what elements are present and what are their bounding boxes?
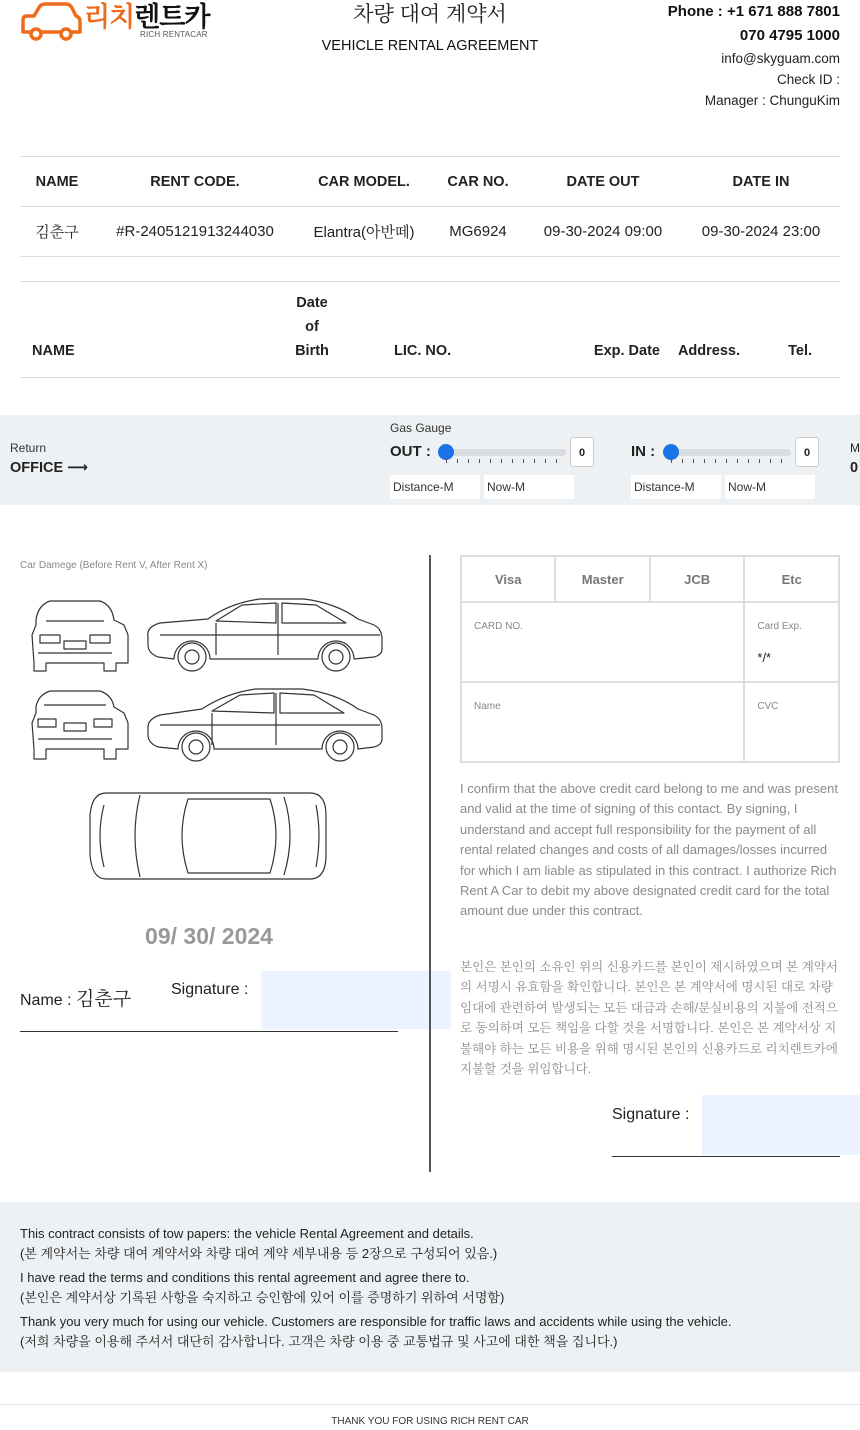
manager: Manager : ChunguKim <box>704 93 840 108</box>
gauge-in-track[interactable] <box>665 449 791 456</box>
rental-info-table <box>20 156 840 257</box>
gauge-tick <box>748 459 749 463</box>
gauge-out-label: OUT : <box>390 443 431 460</box>
car-damage-diagram[interactable] <box>20 585 390 885</box>
contact-info <box>668 4 840 111</box>
title-english: VEHICLE RENTAL AGREEMENT <box>321 38 539 54</box>
phone-primary: Phone : +1 671 888 7801 <box>667 3 840 20</box>
card-cvc-field[interactable] <box>744 682 839 762</box>
car-right-side-view-icon <box>148 689 382 761</box>
title-korean: 차량 대여 계약서 <box>353 3 507 26</box>
cardholder-name-field[interactable] <box>461 682 744 762</box>
gauge-tick <box>737 459 738 463</box>
car-number: MG6924 <box>449 223 507 240</box>
terms-section <box>0 1202 860 1372</box>
terms-line: Thank you very much for using our vehicle. Customers are responsible for traffic laws and accidents while using the vehicle. <box>20 1314 732 1329</box>
card-number-label: CARD NO. <box>474 621 523 632</box>
card-brand-visa[interactable]: Visa <box>461 556 555 602</box>
card-consent-korean: 본인은 본인의 소유인 위의 신용카드를 본인이 제시하였으며 본 계약서의 서명시 유효함을 확인합니다. 본인은 본 계약서에 명시된 대로 차량 임대에 관련하여 발생되는 모든 대금과 손해/분실비용의 지불에 전적으로 동의하며 모든 책임을 다할 것을 서명합니다. 본인은 본 계약서상 지불해야 하는 모든 비용을 위해 명시된 본인의 신용카드로 리치렌트카에 지불할 것을 위임합니다. <box>460 960 838 1077</box>
gauge-tick <box>682 459 683 463</box>
gauge-out-slider-handle[interactable] <box>438 444 454 460</box>
gauge-tick <box>446 459 447 463</box>
card-brand-master[interactable]: Master <box>555 556 650 602</box>
card-consent-english: I confirm that the above credit card belong to me and was present and valid at the time of signing of this contact. By signing, I understand and accept full responsibility for the payment of all rental related changes and costs of all damages/losses incurred for which I am liable as stipulated in this contract. I authorize Rich Rent A Car to debit my above designated credit card for the total amount due under this contract. <box>460 781 838 919</box>
gauge-tick <box>512 459 513 463</box>
phone-secondary: 070 4795 1000 <box>739 27 840 44</box>
car-top-view-icon <box>90 793 326 879</box>
terms-line: (저희 차량을 이용해 주셔서 대단히 감사합니다. 고객은 차량 이용 중 교통법규 및 사고에 대한 책을 집니다.) <box>20 1333 618 1349</box>
out-distance-field[interactable]: Distance-M <box>390 475 480 499</box>
check-id: Check ID : <box>776 72 840 87</box>
col-date-in: DATE IN <box>732 173 790 190</box>
col-rent-code: RENT CODE. <box>150 173 240 190</box>
agreement-date: 09/ 30/ 2024 <box>145 923 273 949</box>
date-in: 09-30-2024 23:00 <box>701 223 821 240</box>
logo-subtitle: RICH RENTACAR <box>140 30 208 39</box>
card-signature-label: Signature : <box>612 1106 690 1123</box>
card-signature-pad[interactable] <box>702 1095 860 1155</box>
card-cvc-label: CVC <box>757 701 779 712</box>
signer-name-value: 김춘구 <box>76 989 132 1010</box>
gauge-tick <box>534 459 535 463</box>
gauge-in-value[interactable]: 0 <box>795 437 819 467</box>
signature-pad[interactable] <box>261 971 451 1029</box>
card-brand-jcb[interactable]: JCB <box>650 556 744 602</box>
gauge-tick <box>726 459 727 463</box>
gauge-tick <box>545 459 546 463</box>
gas-gauge-out <box>390 437 600 467</box>
header <box>0 0 860 120</box>
logo-wordmark <box>84 2 209 32</box>
logo-text-dark: 렌트카 <box>134 2 210 32</box>
gauge-in-label: IN : <box>631 443 656 460</box>
col-name: NAME <box>35 173 79 190</box>
gas-gauge-in <box>631 437 841 467</box>
gauge-tick <box>479 459 480 463</box>
mileage-label-cut: M <box>850 441 860 455</box>
document-title <box>290 2 570 54</box>
car-left-side-view-icon <box>148 599 382 671</box>
in-distance-field[interactable]: Distance-M <box>631 475 721 499</box>
logo-text-orange: 리치 <box>84 2 135 32</box>
card-brand-etc[interactable]: Etc <box>744 556 839 602</box>
col-driver-name: NAME <box>32 343 75 359</box>
gauge-out-track[interactable] <box>440 449 566 456</box>
card-number-field[interactable] <box>461 602 744 682</box>
gas-gauge-section <box>0 415 860 505</box>
driver-info-table <box>20 281 840 378</box>
table-header-row <box>20 157 840 207</box>
return-location: OFFICE ⟶ <box>10 460 88 476</box>
col-exp-date: Exp. Date <box>593 343 660 359</box>
gauge-in-slider-handle[interactable] <box>663 444 679 460</box>
col-car-no: CAR NO. <box>447 173 509 190</box>
col-address: Address. <box>677 343 740 359</box>
gauge-tick <box>523 459 524 463</box>
col-date-of-birth <box>90 282 394 378</box>
dob-line-3: Birth <box>295 343 329 359</box>
gauge-tick <box>693 459 694 463</box>
table-row <box>20 207 840 257</box>
vertical-divider <box>429 555 431 1172</box>
col-date-out: DATE OUT <box>566 173 640 190</box>
gauge-tick <box>501 459 502 463</box>
rent-code: #R-2405121913244030 <box>116 223 274 240</box>
renter-name: 김춘구 <box>35 224 79 241</box>
card-exp-value: */* <box>757 650 772 665</box>
terms-line: (본인은 계약서상 기록된 사항을 숙지하고 승인함에 있어 이를 증명하기 위하여 서명함) <box>20 1289 505 1305</box>
footer-text: THANK YOU FOR USING RICH RENT CAR <box>331 1416 529 1427</box>
credit-card-table <box>460 555 840 763</box>
card-exp-label: Card Exp. <box>757 621 802 632</box>
gauge-out-value[interactable]: 0 <box>570 437 594 467</box>
out-now-field[interactable]: Now-M <box>484 475 574 499</box>
gauge-tick <box>556 459 557 463</box>
car-rear-view-icon <box>32 691 128 759</box>
damage-label: Car Damege (Before Rent V, After Rent X) <box>20 560 208 571</box>
signer-name-label: Name : <box>20 992 72 1009</box>
signature-label: Signature : <box>171 981 249 998</box>
gas-gauge-title: Gas Gauge <box>390 421 452 435</box>
cardholder-name-label: Name <box>474 701 501 712</box>
terms-line: This contract consists of tow papers: the vehicle Rental Agreement and details. <box>20 1226 474 1241</box>
date-out: 09-30-2024 09:00 <box>543 223 663 240</box>
email[interactable]: info@skyguam.com <box>721 51 840 66</box>
return-label: Return <box>10 441 47 455</box>
card-exp-field[interactable] <box>744 602 839 682</box>
gauge-tick <box>704 459 705 463</box>
terms-line: I have read the terms and conditions this rental agreement and agree there to. <box>20 1270 470 1285</box>
car-model: Elantra(아반떼) <box>313 224 415 241</box>
dob-line-2: of <box>305 319 319 335</box>
gauge-tick <box>770 459 771 463</box>
gauge-tick <box>781 459 782 463</box>
signer-name <box>20 984 131 1011</box>
logo <box>20 2 220 42</box>
col-tel: Tel. <box>788 343 812 359</box>
gauge-tick <box>457 459 458 463</box>
gauge-tick <box>715 459 716 463</box>
mileage-value-cut: 0 <box>850 460 859 476</box>
divider <box>612 1156 840 1157</box>
dob-line-1: Date <box>296 295 328 311</box>
col-license-no: LIC. NO. <box>394 343 452 359</box>
gauge-tick <box>671 459 672 463</box>
col-car-model: CAR MODEL. <box>318 173 410 190</box>
gauge-tick <box>490 459 491 463</box>
divider <box>0 1404 860 1405</box>
gauge-tick <box>759 459 760 463</box>
car-logo-icon <box>20 2 82 42</box>
gauge-tick <box>468 459 469 463</box>
terms-line: (본 계약서는 차량 대여 계약서와 차량 대여 계약 세부내용 등 2장으로 구성되어 있음.) <box>20 1245 498 1261</box>
car-front-view-icon <box>32 601 128 671</box>
table-header-row <box>20 282 840 378</box>
in-now-field[interactable]: Now-M <box>725 475 815 499</box>
divider <box>20 1031 398 1032</box>
